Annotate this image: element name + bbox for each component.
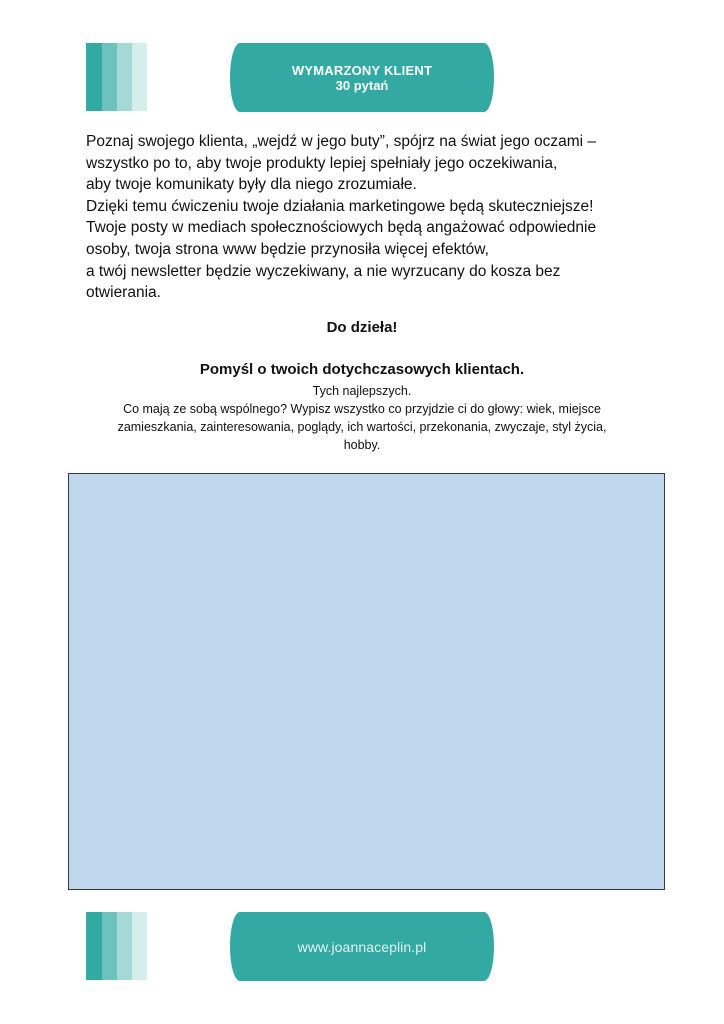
instruction-line: Tych najlepszych. (312, 384, 412, 398)
footer-banner (230, 912, 494, 981)
instruction-line: Co mają ze sobą wspólnego? Wypisz wszystko co przyjdzie ci do głowy: wiek, miejsce (123, 402, 601, 416)
intro-line: a twój newsletter będzie wyczekiwany, a nie wyrzucany do kosza bez (86, 262, 561, 280)
intro-paragraph (86, 131, 646, 304)
intro-line: osoby, twoja strona www będzie przynosiła więcej efektów, (86, 240, 489, 258)
header-stripes-decoration (86, 43, 147, 111)
intro-line: Dzięki temu ćwiczeniu twoje działania marketingowe będą skuteczniejsze! (86, 197, 594, 215)
stripe-1 (86, 912, 102, 980)
stripe-2 (102, 43, 117, 111)
worksheet-title: WYMARZONY KLIENT (291, 62, 433, 78)
question-instructions (80, 382, 644, 454)
stripe-4 (132, 912, 147, 980)
stripe-3 (117, 912, 132, 980)
intro-line: Twoje posty w mediach społecznościowych będą angażować odpowiednie (86, 219, 597, 237)
worksheet-subtitle: 30 pytań (335, 77, 389, 93)
stripe-2 (102, 912, 117, 980)
stripe-4 (132, 43, 147, 111)
intro-line: wszystko po to, aby twoje produkty lepiej spełniały jego oczekiwania, (86, 154, 558, 172)
answer-text-box[interactable] (68, 473, 665, 890)
intro-line: aby twoje komunikaty były dla niego zrozumiałe. (86, 176, 417, 194)
call-to-action-heading: Do dzieła! (326, 319, 398, 336)
stripe-1 (86, 43, 102, 111)
instruction-line: zamieszkania, zainteresowania, poglądy, ich wartości, przekonania, zwyczaje, styl życia, (117, 420, 607, 434)
footer-stripes-decoration (86, 912, 147, 980)
stripe-3 (117, 43, 132, 111)
question-title: Pomyśl o twoich dotychczasowych klientach. (199, 361, 525, 378)
website-url: www.joannaceplin.pl (297, 938, 427, 955)
intro-line: otwierania. (86, 284, 161, 302)
instruction-line: hobby. (343, 438, 381, 452)
header-banner (230, 43, 494, 112)
intro-line: Poznaj swojego klienta, „wejdź w jego buty”, spójrz na świat jego oczami – (86, 133, 597, 150)
